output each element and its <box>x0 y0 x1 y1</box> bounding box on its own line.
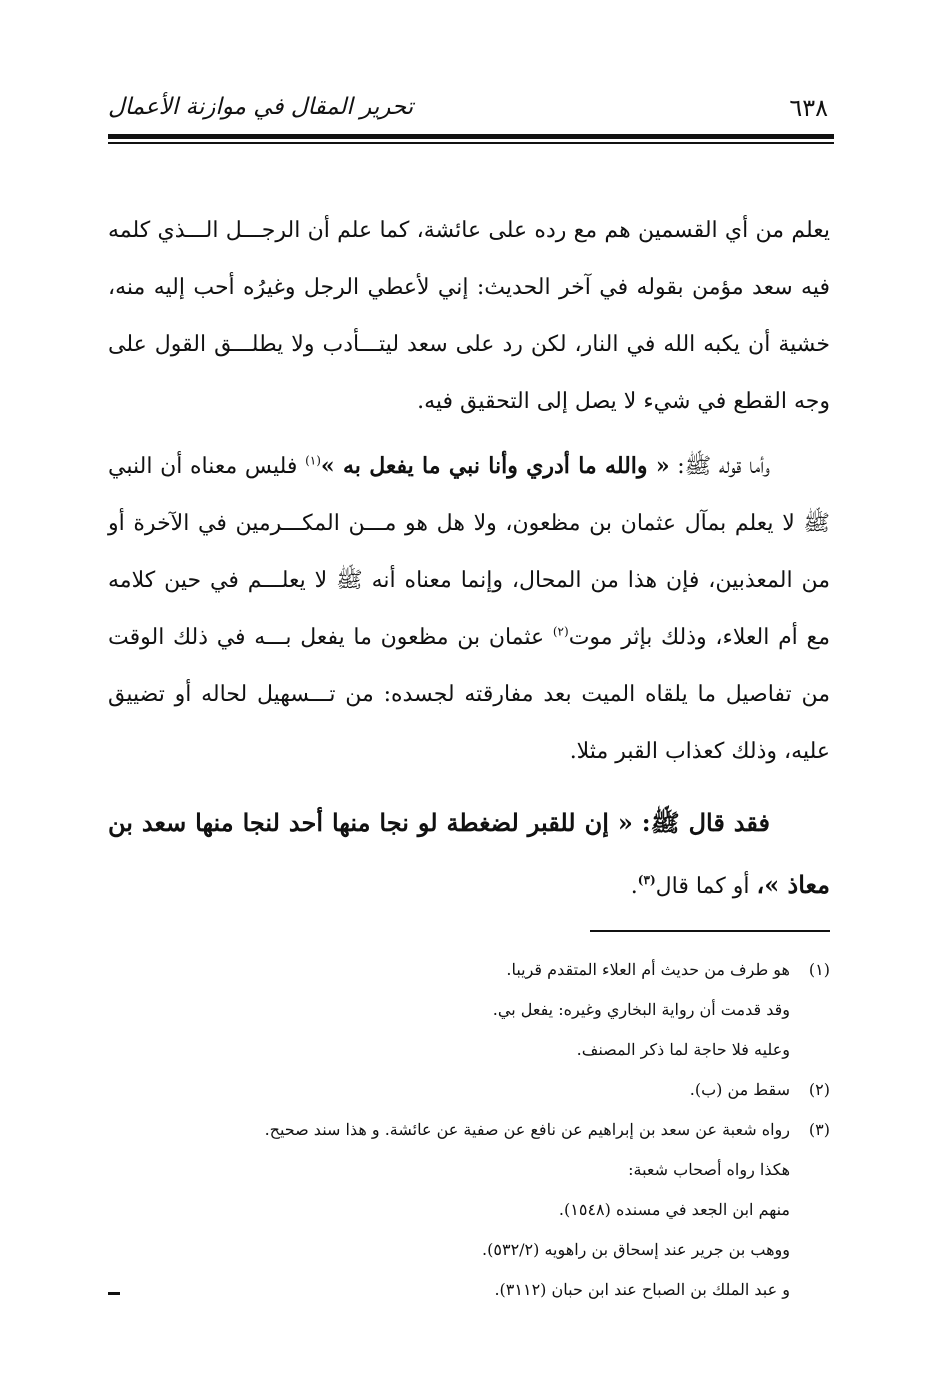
footnote-3-line-4: ووهب بن جرير عند إسحاق بن راهويه (٥٣٢/٢). <box>482 1240 790 1259</box>
p3-tail: أو كما قال <box>655 874 757 899</box>
footnote-3-line-2: هكذا رواه أصحاب شعبة: <box>628 1160 790 1179</box>
paragraph-3 <box>108 792 830 918</box>
body-text <box>108 202 830 918</box>
page-number: ٦٣٨ <box>789 94 828 122</box>
footnote-text: هو طرف من حديث أم العلاء المتقدم قريبا. <box>506 960 790 979</box>
running-title: تحرير المقال في موازنة الأعمال <box>108 94 414 120</box>
footnote-3 <box>108 1110 830 1150</box>
footnote-ref-3: (٣) <box>637 873 656 887</box>
footnote-1 <box>108 950 830 990</box>
footnote-2 <box>108 1070 830 1110</box>
hadith-quote-1: « والله ما أدري وأنا نبي ما يفعل به » <box>320 453 670 479</box>
p2-end: عثمان بن مظعون ما يفعل بـــه في ذلك الوقت من تفاصيل ما يلقاه الميت بعد مفارقته لجسده: من تـــسهيل لحاله أو تضييق عليه، وذلك كعذاب القبر مثلا. <box>108 625 830 764</box>
page-end-dash <box>108 1292 120 1295</box>
footnote-number: (١) <box>808 960 830 979</box>
footnote-number: (٢) <box>808 1080 830 1099</box>
footnote-text: سقط من (ب). <box>689 1080 790 1099</box>
page-header <box>108 90 834 130</box>
paragraph-2 <box>108 438 830 780</box>
p3-period: . <box>630 874 638 899</box>
footnote-text: رواه شعبة عن سعد بن إبراهيم عن نافع عن صفية عن عائشة. و هذا سند صحيح. <box>264 1120 790 1139</box>
footnote-3-line-3: منهم ابن الجعد في مسنده (١٥٤٨). <box>558 1200 790 1219</box>
footnote-ref-1: (١) <box>305 453 321 468</box>
footnote-1-line-3: وعليه فلا حاجة لما ذكر المصنف. <box>576 1040 790 1059</box>
header-rule-thin <box>108 142 834 144</box>
paragraph-1: يعلم من أي القسمين هم مع رده على عائشة، كما علم أن الرجـــل الـــذي كلمه فيه سعد مؤمن بقوله في آخر الحديث: إني لأعطي الرجل وغيرُه أحب إليه منه، خشية أن يكبه الله في النار، لكن رد على سعد ليتـــأدب ولا يطلـــق القول على وجه القطع في شيء لا يصل إلى التحقيق فيه. <box>108 218 830 414</box>
footnote-1-line-2: وقد قدمت أن رواية البخاري وغيره: يفعل بي. <box>492 1000 790 1019</box>
footnote-ref-2: (٢) <box>552 624 569 639</box>
p2-intro: وأما قوله ﷺ: <box>677 454 770 479</box>
footnotes <box>108 950 830 1310</box>
header-rule-thick <box>108 134 834 139</box>
footnote-separator <box>590 930 830 932</box>
footnote-3-line-5: و عبد الملك بن الصباح عند ابن حبان (٣١١٢). <box>494 1280 790 1299</box>
p2-middle: فليس معناه أن النبي ﷺ لا يعلم بمآل عثمان بن مظعون، ولا هل هو مـــن المكـــرمين في الآخرة أو من المعذبين، فإن هذا من المحال، وإنما معناه أنه ﷺ لا يعلـــم في حين كلامه مع أم العلاء، وذلك بإثر موت <box>108 454 830 650</box>
hadith-quote-2: فقد قال ﷺ: « إن للقبر لضغطة لو نجا منها أحد لنجا منها سعد بن معاذ »، <box>108 808 830 899</box>
footnote-number: (٣) <box>808 1120 830 1139</box>
